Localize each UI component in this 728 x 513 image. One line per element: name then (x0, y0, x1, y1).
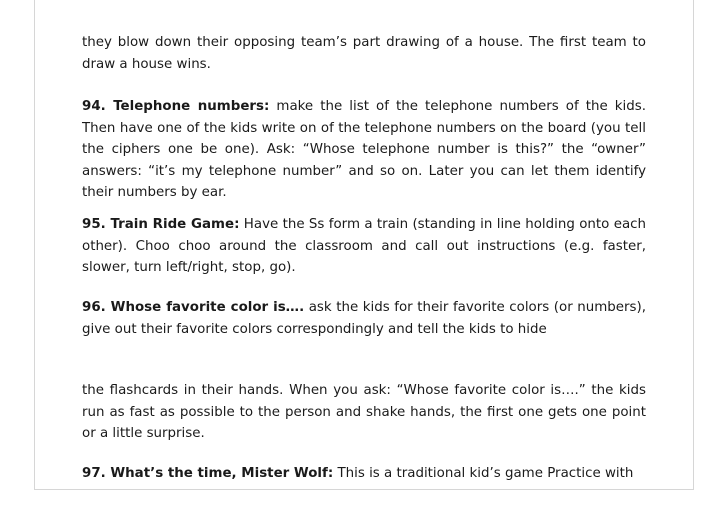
paragraph-train-ride-game (82, 214, 646, 279)
paragraph-heading: 94. Telephone numbers: (82, 99, 270, 114)
paragraph-heading: 95. Train Ride Game: (82, 217, 240, 232)
paragraph-continuation (82, 32, 646, 75)
paragraph-text: make the list of the telephone numbers of the kids. Then have one of the kids write on of the telephone numbers on the board (you tell the ciphers one be one). Ask: “Whose telephone number is this?” the “owner” answers: “it’s my telephone number” and so on. Later you can let them identify their numbers by ear. (82, 99, 646, 200)
paragraph-favorite-color (82, 297, 646, 340)
paragraph-text: they blow down their opposing team’s part drawing of a house. The first team to draw a house wins. (82, 35, 646, 72)
paragraph-heading: 96. Whose favorite color is…. (82, 300, 305, 315)
paragraph-mister-wolf (82, 463, 646, 485)
paragraph-text: Have the Ss form a train (standing in line holding onto each other). Choo choo around the classroom and call out instructions (e.g. faster, slower, turn left/right, stop, go). (82, 217, 646, 275)
paragraph-text: This is a traditional kid’s game Practice with (333, 466, 634, 481)
paragraph-favorite-color-continued (82, 380, 646, 445)
paragraph-text: ask the kids for their favorite colors (or numbers), give out their favorite colors correspondingly and tell the kids to hide (82, 300, 646, 337)
paragraph-heading: 97. What’s the time, Mister Wolf: (82, 466, 334, 481)
paragraph-telephone-numbers (82, 96, 646, 204)
paragraph-text: the flashcards in their hands. When you ask: “Whose favorite color is….” the kids run as fast as possible to the person and shake hands, the first one gets one point or a little surprise. (82, 383, 646, 441)
